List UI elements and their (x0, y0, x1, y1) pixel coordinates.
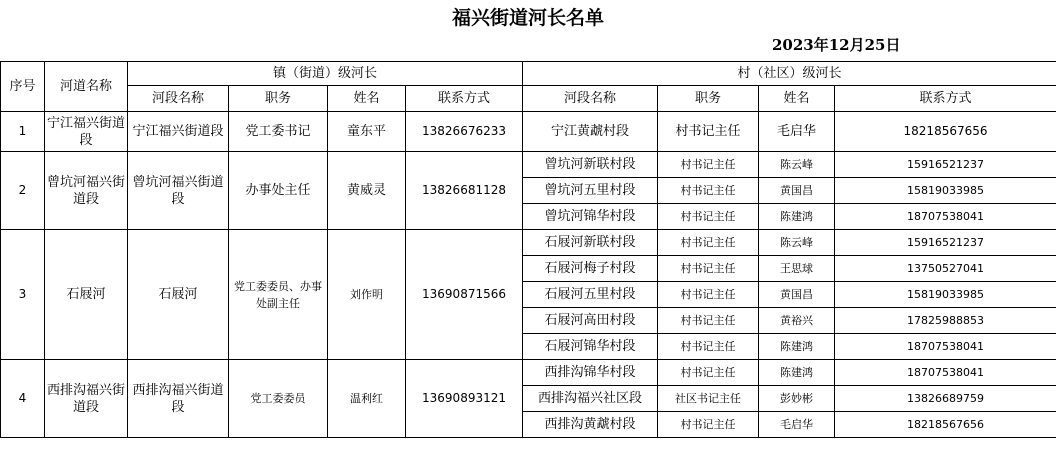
town-contact-cell: 13826681128 (406, 152, 523, 230)
town-segment-cell: 曾坑河福兴街道段 (128, 152, 229, 230)
town-segment-cell: 西排沟福兴街道段 (128, 360, 229, 438)
town-contact-cell: 13690871566 (406, 230, 523, 360)
seq-cell: 1 (1, 112, 45, 152)
village-contact-cell: 13826689759 (835, 386, 1056, 412)
town-position-cell: 党工委委员、办事处副主任 (229, 230, 328, 360)
village-name-cell: 毛启华 (759, 112, 835, 152)
village-contact-cell: 15819033985 (835, 178, 1056, 204)
header-town-segment: 河段名称 (128, 86, 229, 112)
village-name-cell: 黄国昌 (759, 282, 835, 308)
village-segment-cell: 石屐河新联村段 (523, 230, 658, 256)
town-segment-cell: 石屐河 (128, 230, 229, 360)
document-title: 福兴街道河长名单 (451, 7, 604, 29)
village-segment-cell: 曾坑河锦华村段 (523, 204, 658, 230)
village-position-cell: 村书记主任 (658, 112, 759, 152)
village-position-cell: 村书记主任 (658, 412, 759, 438)
river-name-cell: 西排沟福兴街道段 (45, 360, 128, 438)
village-segment-cell: 曾坑河五里村段 (523, 178, 658, 204)
village-contact-cell: 18218567656 (835, 112, 1056, 152)
town-segment-cell: 宁江福兴街道段 (128, 112, 229, 152)
header-town-contact: 联系方式 (406, 86, 523, 112)
town-name-cell: 温利红 (328, 360, 406, 438)
header-river: 河道名称 (45, 62, 128, 112)
river-name-cell: 宁江福兴街道段 (45, 112, 128, 152)
town-contact-cell: 13690893121 (406, 360, 523, 438)
town-name-cell: 刘作明 (328, 230, 406, 360)
village-contact-cell: 17825988853 (835, 308, 1056, 334)
table-row (1, 230, 1056, 256)
village-position-cell: 村书记主任 (658, 308, 759, 334)
village-position-cell: 村书记主任 (658, 230, 759, 256)
header-village-position: 职务 (658, 86, 759, 112)
town-contact-cell: 13826676233 (406, 112, 523, 152)
village-position-cell: 村书记主任 (658, 256, 759, 282)
village-contact-cell: 15916521237 (835, 230, 1056, 256)
header-seq: 序号 (1, 62, 45, 112)
village-segment-cell: 石屐河高田村段 (523, 308, 658, 334)
town-position-cell: 党工委委员 (229, 360, 328, 438)
document-date: 2023年12月25日 (772, 36, 901, 54)
village-position-cell: 村书记主任 (658, 178, 759, 204)
village-contact-cell: 15819033985 (835, 282, 1056, 308)
village-position-cell: 村书记主任 (658, 152, 759, 178)
village-name-cell: 陈建鸿 (759, 204, 835, 230)
town-name-cell: 黄威灵 (328, 152, 406, 230)
header-village-name: 姓名 (759, 86, 835, 112)
village-position-cell: 村书记主任 (658, 282, 759, 308)
village-segment-cell: 曾坑河新联村段 (523, 152, 658, 178)
village-position-cell: 社区书记主任 (658, 386, 759, 412)
river-name-cell: 石屐河 (45, 230, 128, 360)
village-name-cell: 陈建鸿 (759, 360, 835, 386)
header-town-position: 职务 (229, 86, 328, 112)
header-row-1 (1, 62, 1056, 86)
village-contact-cell: 18218567656 (835, 412, 1056, 438)
header-village-segment: 河段名称 (523, 86, 658, 112)
village-contact-cell: 18707538041 (835, 360, 1056, 386)
village-name-cell: 陈云峰 (759, 152, 835, 178)
header-town-name: 姓名 (328, 86, 406, 112)
seq-cell: 3 (1, 230, 45, 360)
town-position-cell: 党工委书记 (229, 112, 328, 152)
village-segment-cell: 石屐河锦华村段 (523, 334, 658, 360)
village-segment-cell: 西排沟黄虣村段 (523, 412, 658, 438)
village-name-cell: 陈建鸿 (759, 334, 835, 360)
table-row (1, 112, 1056, 152)
village-contact-cell: 18707538041 (835, 204, 1056, 230)
village-segment-cell: 西排沟福兴社区段 (523, 386, 658, 412)
village-name-cell: 黄国昌 (759, 178, 835, 204)
seq-cell: 4 (1, 360, 45, 438)
village-contact-cell: 15916521237 (835, 152, 1056, 178)
header-row-2 (1, 86, 1056, 112)
village-position-cell: 村书记主任 (658, 360, 759, 386)
village-name-cell: 毛启华 (759, 412, 835, 438)
village-name-cell: 陈云峰 (759, 230, 835, 256)
village-segment-cell: 宁江黄虣村段 (523, 112, 658, 152)
village-name-cell: 王思球 (759, 256, 835, 282)
header-town-group: 镇（街道）级河长 (128, 62, 523, 86)
river-chief-table (0, 61, 1056, 438)
village-name-cell: 黄裕兴 (759, 308, 835, 334)
village-segment-cell: 西排沟锦华村段 (523, 360, 658, 386)
town-position-cell: 办事处主任 (229, 152, 328, 230)
village-segment-cell: 石屐河梅子村段 (523, 256, 658, 282)
village-contact-cell: 18707538041 (835, 334, 1056, 360)
table-row (1, 152, 1056, 178)
village-name-cell: 彭妙彬 (759, 386, 835, 412)
header-village-group: 村（社区）级河长 (523, 62, 1056, 86)
town-name-cell: 童东平 (328, 112, 406, 152)
village-position-cell: 村书记主任 (658, 334, 759, 360)
village-position-cell: 村书记主任 (658, 204, 759, 230)
village-segment-cell: 石屐河五里村段 (523, 282, 658, 308)
village-contact-cell: 13750527041 (835, 256, 1056, 282)
seq-cell: 2 (1, 152, 45, 230)
header-village-contact: 联系方式 (835, 86, 1056, 112)
table-row (1, 360, 1056, 386)
river-name-cell: 曾坑河福兴街道段 (45, 152, 128, 230)
